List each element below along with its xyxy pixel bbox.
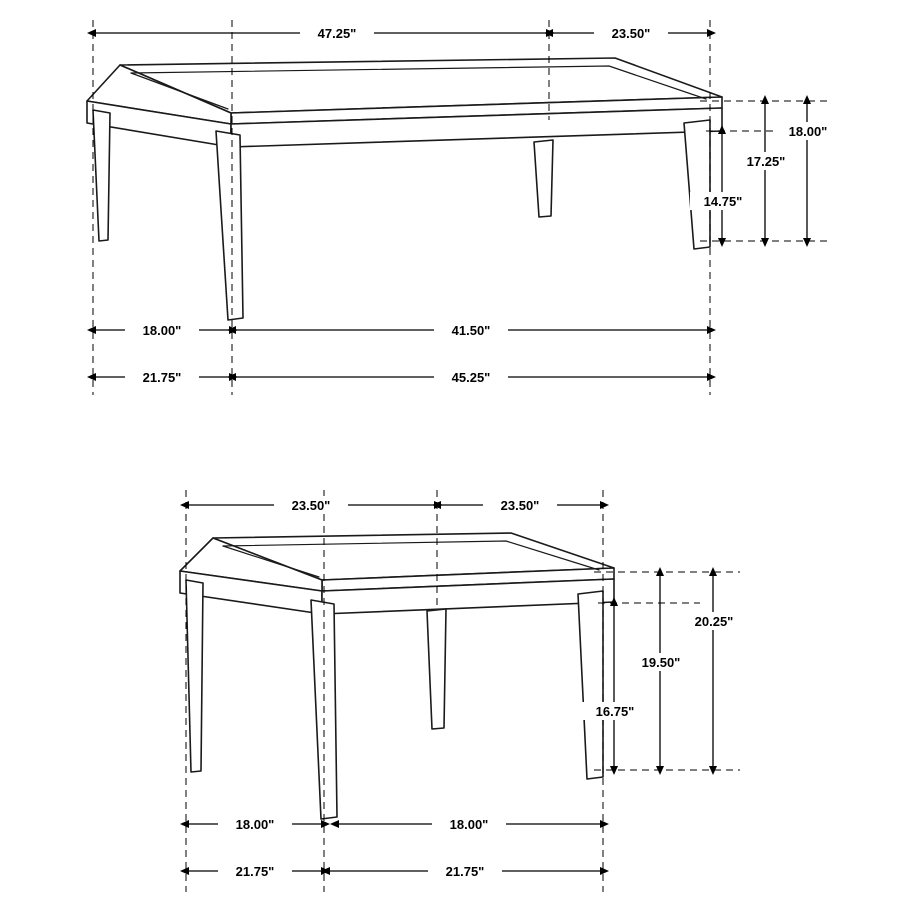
- dim-et-top-right: [441, 496, 600, 514]
- dim-value: 17.25": [746, 154, 786, 169]
- dim-value: 14.75": [703, 194, 743, 209]
- dim-value: 21.75": [445, 864, 485, 879]
- dim-et-bottom-right: [339, 815, 600, 833]
- dim-value: 20.25": [694, 614, 734, 629]
- dim-value: 19.50": [641, 655, 681, 670]
- dim-ct-height-overall: [775, 104, 841, 238]
- dim-value: 18.00": [142, 323, 182, 338]
- figure-coffee-table: [87, 20, 841, 395]
- dim-value: 47.25": [317, 26, 357, 41]
- dim-ct-top-left: [96, 24, 546, 42]
- end-table-legs: [186, 580, 603, 819]
- dim-value: 23.50": [291, 498, 331, 513]
- dim-value: 23.50": [611, 26, 651, 41]
- dim-value: 18.00": [788, 124, 828, 139]
- dim-value: 21.75": [235, 864, 275, 879]
- dim-ct-base-right: [236, 368, 707, 386]
- dim-value: 45.25": [451, 370, 491, 385]
- dim-et-base-right: [330, 862, 600, 880]
- dim-ct-bottom-right: [236, 321, 707, 339]
- dim-et-base-left: [189, 862, 321, 880]
- dim-ct-top-right: [553, 24, 707, 42]
- dim-value: 23.50": [500, 498, 540, 513]
- dim-value: 21.75": [142, 370, 182, 385]
- dim-ct-base-left: [96, 368, 229, 386]
- dim-value: 18.00": [235, 817, 275, 832]
- figure-end-table: [180, 490, 747, 892]
- dim-ct-bottom-left: [96, 321, 229, 339]
- dim-value: 41.50": [451, 323, 491, 338]
- dim-value: 18.00": [449, 817, 489, 832]
- dim-value: 16.75": [595, 704, 635, 719]
- dim-et-height-apron: [628, 576, 694, 766]
- dim-et-top-left: [189, 496, 434, 514]
- dim-et-bottom-left: [189, 815, 321, 833]
